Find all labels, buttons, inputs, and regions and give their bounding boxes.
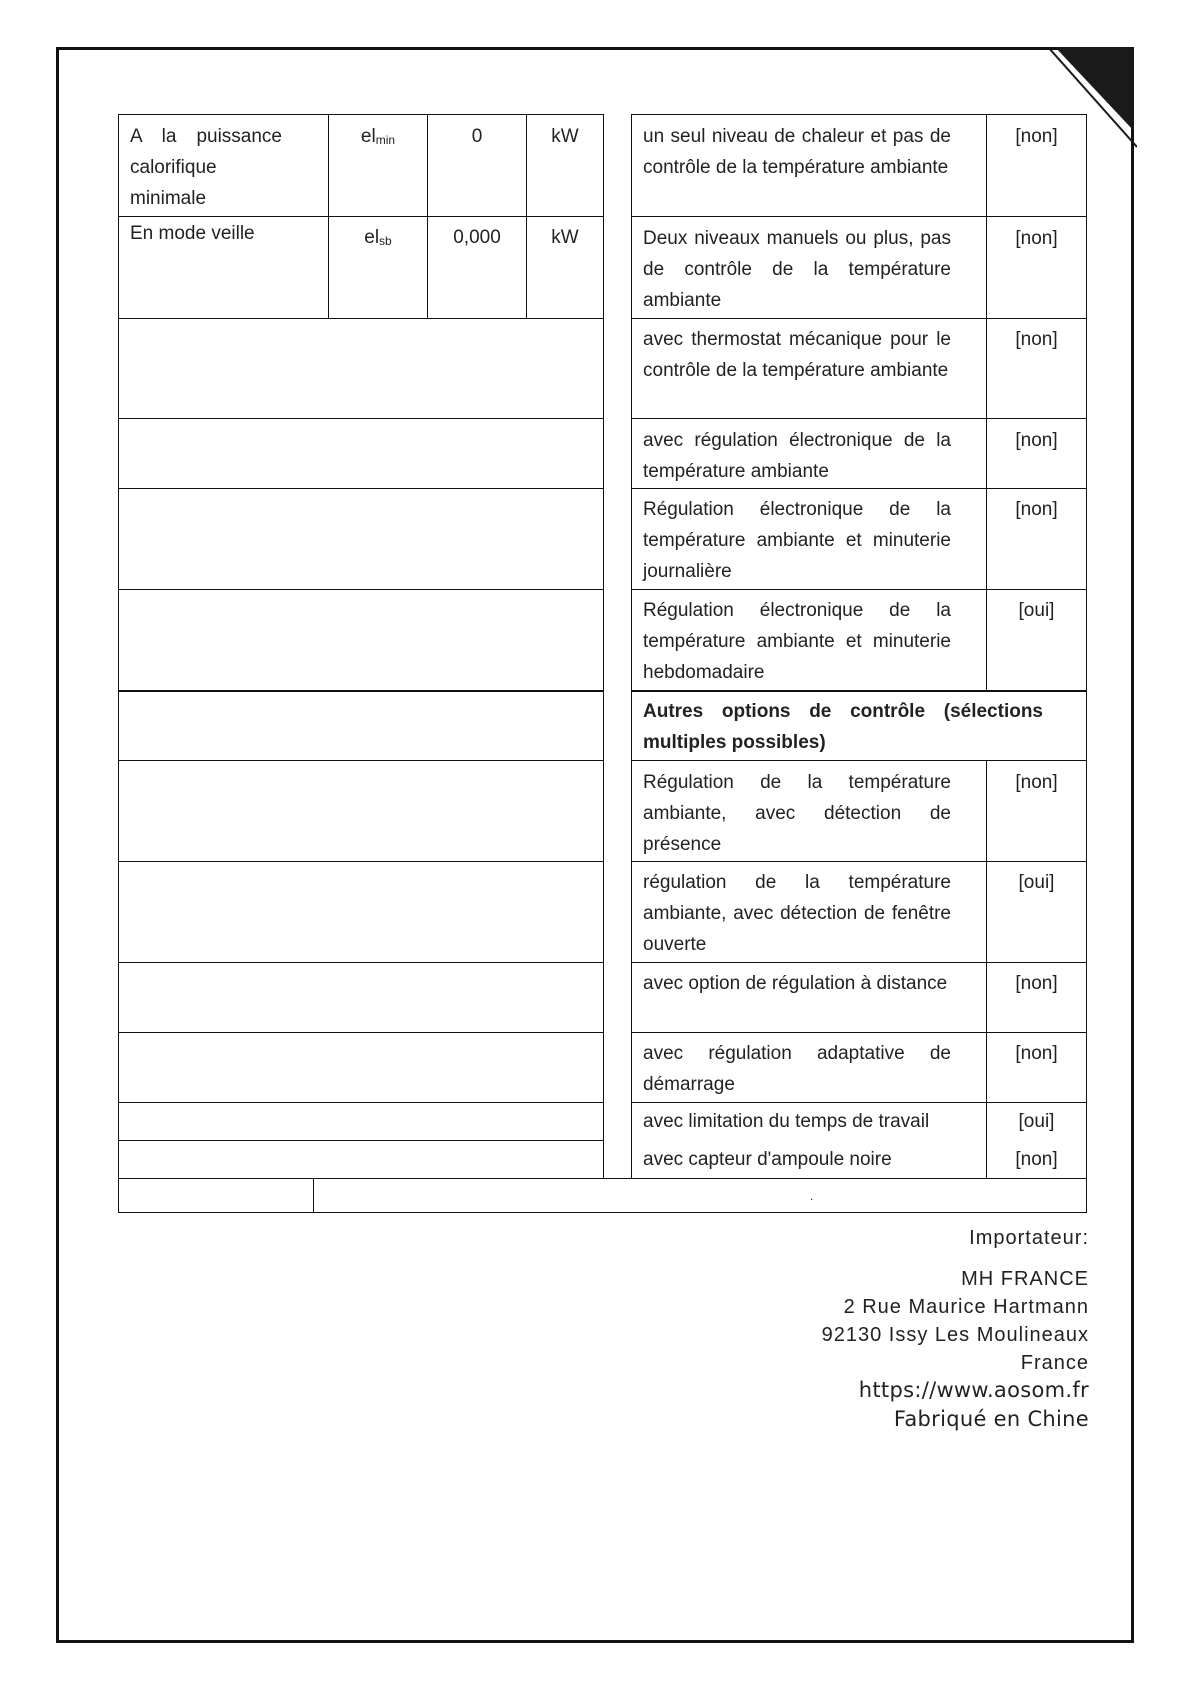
symbol-el-min: $el_{min}$ <box>360 126 396 147</box>
footer-row-dot: . <box>810 1189 814 1203</box>
importer-city: 92130 Issy Les Moulineaux <box>821 1324 1089 1346</box>
control-option-text: Régulation électronique de la température ambiante et minuterie hebdomadaire <box>643 600 951 683</box>
control-option-value: [non] <box>1015 228 1058 249</box>
other-options-title: Autres options de contrôle (sélections multiples possibles) <box>643 701 1043 753</box>
other-option-value: [non] <box>1015 973 1058 994</box>
other-option-text: avec limitation du temps de travail <box>643 1111 930 1132</box>
value-el-sb: 0,000 <box>453 227 501 248</box>
other-option-text: avec régulation adaptative de démarrage <box>643 1043 951 1095</box>
control-option-value: [oui] <box>1018 600 1055 621</box>
importer-company: MH FRANCE <box>961 1268 1089 1290</box>
control-option-value: [non] <box>1015 329 1058 350</box>
other-option-text: Régulation de la température ambiante, avec détection de présence <box>643 772 951 855</box>
control-option-value: [non] <box>1015 499 1058 520</box>
other-option-text: avec option de régulation à distance <box>643 973 948 994</box>
symbol-el-sb: $el_{sb}$ <box>364 227 392 248</box>
control-option-text: avec thermostat mécanique pour le contrôle de la température ambiante <box>643 329 951 381</box>
label-standby: En mode veille <box>130 223 255 244</box>
other-option-value: [non] <box>1015 772 1058 793</box>
importer-block <box>822 1225 1089 1434</box>
unit-el-sb: kW <box>551 227 579 248</box>
control-option-value: [non] <box>1015 126 1058 147</box>
control-option-text: un seul niveau de chaleur et pas de contrôle de la température ambiante <box>643 126 951 178</box>
other-option-text: régulation de la température ambiante, avec détection de fenêtre ouverte <box>643 872 951 955</box>
other-option-value: [oui] <box>1018 1111 1055 1132</box>
other-option-value: [non] <box>1015 1043 1058 1064</box>
control-option-text: Deux niveaux manuels ou plus, pas de contrôle de la température ambiante <box>643 228 951 311</box>
control-option-value: [non] <box>1015 430 1058 451</box>
control-option-text: Régulation électronique de la température ambiante et minuterie journalière <box>643 499 951 582</box>
importer-country: France <box>1020 1352 1089 1374</box>
importer-heading: Importateur: <box>969 1227 1089 1249</box>
other-option-value: [oui] <box>1018 872 1055 893</box>
label-min-heat-output: A la puissance calorifique minimale <box>130 126 282 209</box>
control-option-text: avec régulation électronique de la température ambiante <box>643 430 951 482</box>
importer-street: 2 Rue Maurice Hartmann <box>843 1296 1089 1318</box>
other-option-value: [non] <box>1015 1149 1058 1170</box>
made-in-label: Fabriqué en Chine <box>893 1407 1089 1431</box>
importer-website[interactable]: https://www.aosom.fr <box>858 1378 1089 1402</box>
unit-el-min: kW <box>551 126 579 147</box>
other-option-text: avec capteur d'ampoule noire <box>643 1149 892 1170</box>
value-el-min: 0 <box>471 126 483 147</box>
